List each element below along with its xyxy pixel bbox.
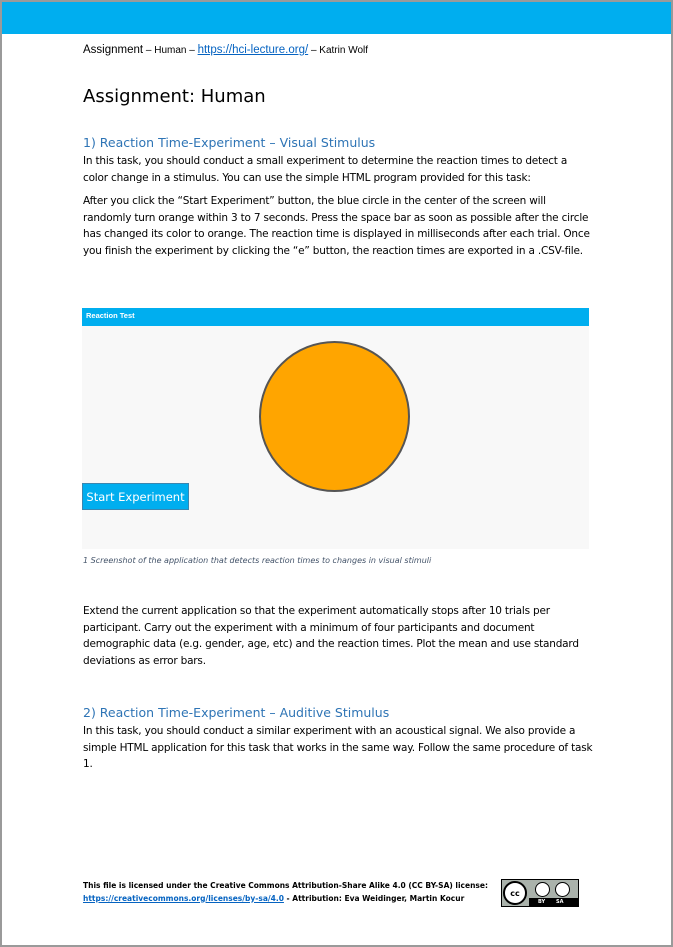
license-attribution: - Attribution: Eva Weidinger, Martin Kocur [283, 893, 465, 903]
header-course: Human [154, 45, 187, 56]
license-statement: This file is licensed under the Creative Commons Attribution-Share Alike 4.0 (CC BY-SA) license: [83, 881, 488, 890]
header-separator: – [143, 45, 155, 56]
header-separator: – [308, 45, 320, 56]
header-author: Katrin Wolf [319, 45, 369, 56]
section-1-intro: In this task, you should conduct a small experiment to determine the reaction times to detect a color change in a stimulus. You can use the simple HTML program provided for this task: [83, 155, 568, 184]
license-link[interactable]: https://creativecommons.org/licenses/by-sa/4.0 [83, 893, 284, 903]
app-title-bar [82, 308, 589, 326]
cc-by-sa-badge[interactable] [501, 879, 579, 907]
cc-logo-icon: cc [503, 881, 527, 905]
figure-caption: 1 Screenshot of the application that detects reaction times to changes in visual stimuli [83, 556, 432, 565]
cc-license-strip [529, 898, 578, 906]
license-notice [83, 880, 503, 905]
header-course-link[interactable]: https://hci-lecture.org/ [197, 44, 309, 56]
section-2-heading: 2) Reaction Time-Experiment – Auditive Stimulus [83, 705, 390, 720]
section-1-instructions: After you click the “Start Experiment” button, the blue circle in the center of the screen will randomly turn orange within 3 to 7 seconds. Press the space bar as soon as possible after the circle has changed its color to orange. The reaction time is displayed in milliseconds after each trial. Once you finish the experiment by clicking the “e” button, the reaction times are exported in a .CSV-file. [83, 195, 590, 257]
person-icon [535, 882, 550, 897]
start-experiment-button[interactable]: Start Experiment [82, 483, 189, 510]
app-screenshot-figure [82, 308, 589, 549]
header-prefix: Assignment [83, 44, 144, 56]
stimulus-circle [259, 341, 410, 492]
badge-sa-label: SA [556, 899, 564, 905]
app-title: Reaction Test [86, 311, 135, 320]
header-separator: – [186, 45, 198, 56]
running-header [83, 44, 368, 56]
share-alike-icon [555, 882, 570, 897]
document-title: Assignment: Human [83, 86, 266, 107]
license-attribution-line [83, 893, 503, 906]
badge-by-label: BY [538, 899, 546, 905]
top-accent-bar [2, 2, 671, 34]
extension-instructions: Extend the current application so that the experiment automatically stops after 10 trials per participant. Carry out the experiment with a minimum of four participants and document demographic data (e.g. gender, age, etc) and the reaction times. Plot the mean and use standard deviations as error bars. [83, 605, 579, 667]
section-1-heading: 1) Reaction Time-Experiment – Visual Stimulus [83, 135, 376, 150]
section-2-text: In this task, you should conduct a similar experiment with an acoustical signal. We also provide a simple HTML application for this task that works in the same way. Follow the same procedure of task 1. [83, 725, 593, 770]
